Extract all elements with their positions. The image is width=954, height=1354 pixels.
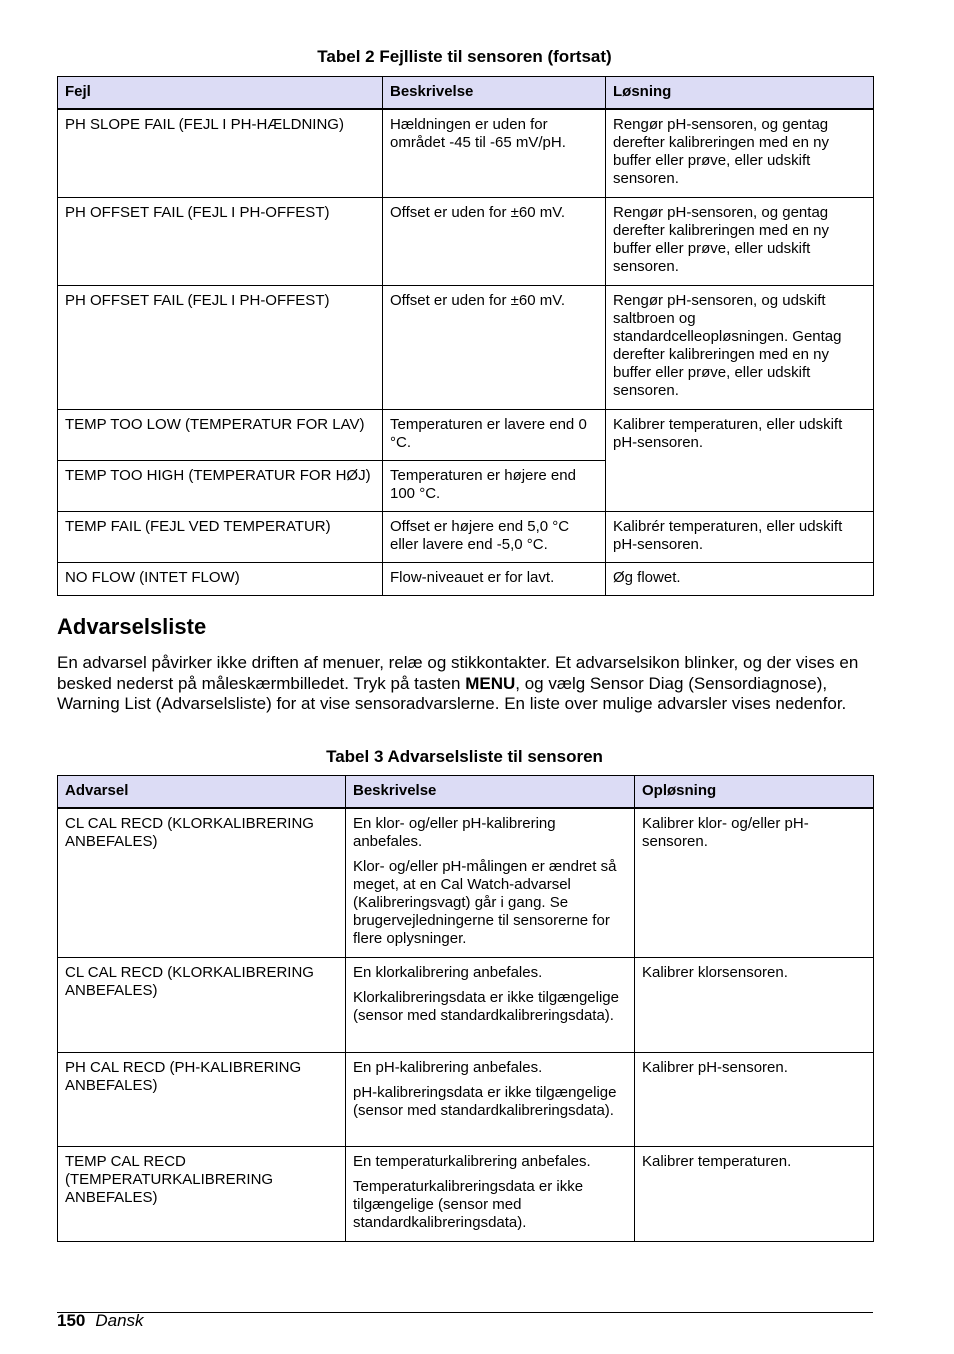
table3-caption: Tabel 3 Advarselsliste til sensoren [326,747,603,766]
cell-losning: Rengør pH-sensoren, og udskift saltbroen og standardcelleopløsningen. Gentag derefter kalibreringen med en ny buffer eller prøve, eller udskift sensoren. [606,285,874,409]
footer-divider [57,1312,873,1313]
para-text-2: , og vælg Sensor Diag (Sensordiagnose), Warning List (Advarselsliste) for at vise sensoradvarslerne. En liste over mulige advarsler vises nedenfor. [57,673,847,713]
cell-beskrivelse: Temperaturen er lavere end 0 °C. [383,409,606,460]
cell-losning: Kalibrer temperaturen, eller udskift pH-sensoren. [606,409,874,511]
col-header-oplosning: Opløsning [635,776,874,809]
col-header-advarsel: Advarsel [58,776,346,809]
cell-losning: Kalibrér temperaturen, eller udskift pH-sensoren. [606,511,874,562]
cell-fejl: NO FLOW (INTET FLOW) [58,562,383,595]
beskrivelse-line: Klor- og/eller pH-målingen er ændret så meget, at en Cal Watch-advarsel (Kalibreringsvagt) går i gang. Se brugervejledningerne til sensorerne for flere oplysninger. [353,858,617,947]
beskrivelse-line: En klorkalibrering anbefales. [353,963,543,981]
table2-caption: Tabel 2 Fejlliste til sensoren (fortsat) [317,47,612,66]
section-heading: Advarselsliste [57,614,207,639]
menu-key-label: MENU [465,673,516,693]
cell-fejl: TEMP TOO HIGH (TEMPERATUR FOR HØJ) [58,460,383,511]
cell-beskrivelse [346,957,635,1052]
page-number: 150 [57,1311,86,1330]
table-header-row [58,77,874,110]
cell-fejl: PH OFFSET FAIL (FEJL I PH-OFFEST) [58,285,383,409]
table-row [58,562,874,595]
error-table [57,76,874,596]
footer-language: Dansk [95,1311,144,1330]
cell-oplosning: Kalibrer pH-sensoren. [635,1052,874,1146]
table-row [58,409,874,460]
cell-advarsel: CL CAL RECD (KLORKALIBRERING ANBEFALES) [58,808,346,957]
beskrivelse-line: En temperaturkalibrering anbefales. [353,1152,591,1170]
cell-beskrivelse: Offset er uden for ±60 mV. [383,285,606,409]
table-row [58,1146,874,1241]
cell-oplosning: Kalibrer klor- og/eller pH-sensoren. [635,808,874,957]
cell-beskrivelse: Offset er højere end 5,0 °C eller lavere end -5,0 °C. [383,511,606,562]
table-row [58,109,874,197]
cell-beskrivelse [346,1146,635,1241]
page-footer [57,1311,144,1331]
cell-beskrivelse: Temperaturen er højere end 100 °C. [383,460,606,511]
col-header-fejl: Fejl [58,77,383,110]
col-header-beskrivelse: Beskrivelse [383,77,606,110]
cell-advarsel: PH CAL RECD (PH-KALIBRERING ANBEFALES) [58,1052,346,1146]
cell-advarsel: TEMP CAL RECD (TEMPERATURKALIBRERING ANBEFALES) [58,1146,346,1241]
cell-losning: Rengør pH-sensoren, og gentag derefter kalibreringen med en ny buffer eller prøve, eller udskift sensoren. [606,197,874,285]
cell-beskrivelse: Offset er uden for ±60 mV. [383,197,606,285]
table-row [58,957,874,1052]
cell-beskrivelse: Hældningen er uden for området -45 til -65 mV/pH. [383,109,606,197]
table-row [58,1052,874,1146]
cell-fejl: TEMP TOO LOW (TEMPERATUR FOR LAV) [58,409,383,460]
cell-oplosning: Kalibrer klorsensoren. [635,957,874,1052]
table-row [58,511,874,562]
cell-beskrivelse [346,1052,635,1146]
table-row [58,808,874,957]
warning-table [57,775,874,1242]
beskrivelse-line: En klor- og/eller pH-kalibrering anbefales. [353,815,556,850]
beskrivelse-line: En pH-kalibrering anbefales. [353,1058,543,1076]
table-row [58,285,874,409]
cell-fejl: PH SLOPE FAIL (FEJL I PH-HÆLDNING) [58,109,383,197]
col-header-beskrivelse: Beskrivelse [346,776,635,809]
cell-beskrivelse: Flow-niveauet er for lavt. [383,562,606,595]
col-header-losning: Løsning [606,77,874,110]
cell-advarsel: CL CAL RECD (KLORKALIBRERING ANBEFALES) [58,957,346,1052]
beskrivelse-line: Klorkalibreringsdata er ikke tilgængelige (sensor med standardkalibreringsdata). [353,988,619,1024]
cell-oplosning: Kalibrer temperaturen. [635,1146,874,1241]
table-row [58,197,874,285]
para-text-1: En advarsel påvirker ikke driften af menuer, relæ og stikkontakter. Et advarselsikon blinker, og der vises en besked nederst på måleskærmbilledet. Tryk på tasten [57,653,859,693]
beskrivelse-line: Temperaturkalibreringsdata er ikke tilgængelige (sensor med standardkalibreringsdata). [353,1177,584,1231]
table-header-row [58,776,874,809]
cell-losning: Øg flowet. [606,562,874,595]
cell-beskrivelse [346,808,635,957]
cell-fejl: TEMP FAIL (FEJL VED TEMPERATUR) [58,511,383,562]
cell-fejl: PH OFFSET FAIL (FEJL I PH-OFFEST) [58,197,383,285]
section-paragraph [57,653,877,715]
beskrivelse-line: pH-kalibreringsdata er ikke tilgængelige (sensor med standardkalibreringsdata). [353,1083,617,1119]
cell-losning: Rengør pH-sensoren, og gentag derefter kalibreringen med en ny buffer eller prøve, eller udskift sensoren. [606,109,874,197]
